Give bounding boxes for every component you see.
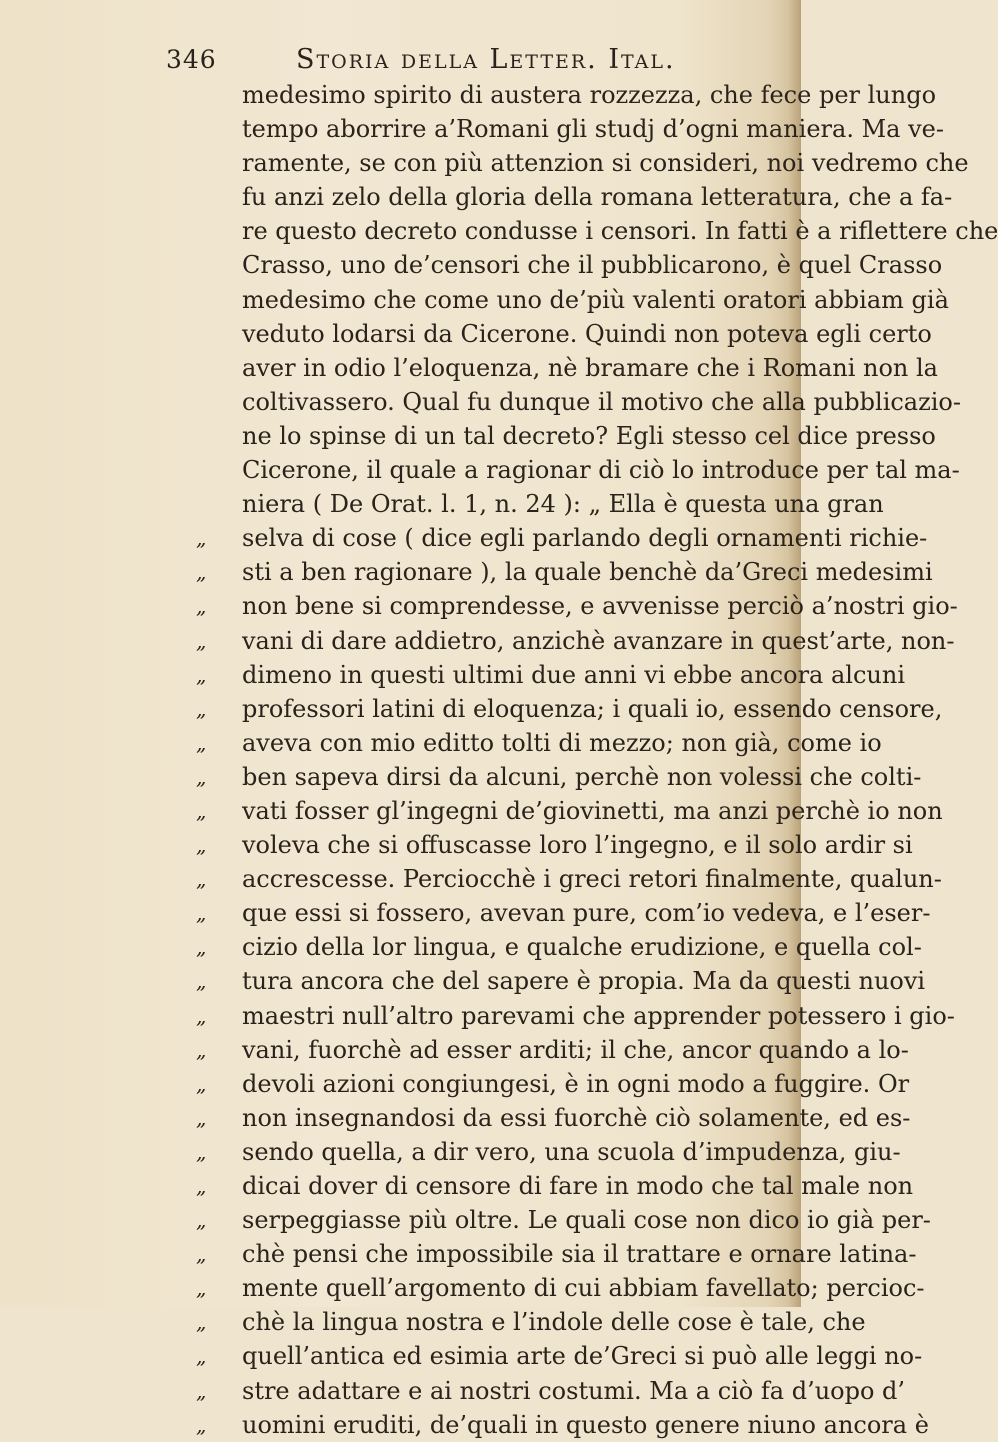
line-text: dicai dover di censore di fare in modo che tal male non (242, 1172, 914, 1200)
line-text: stre adattare e ai nostri costumi. Ma a ciò fa d’uopo d’ (242, 1376, 906, 1405)
line-text: medesimo che come uno de’più valenti oratori abbiam già (242, 285, 949, 314)
line-text: cizio della lor lingua, e qualche erudizione, e quella col- (242, 933, 922, 962)
text-line (196, 589, 958, 623)
line-text: dimeno in questi ultimi due anni vi ebbe ancora alcuni (242, 660, 905, 689)
line-text: chè la lingua nostra e l’indole delle cose è tale, che (242, 1308, 866, 1337)
quotation-mark: „ (196, 833, 207, 858)
line-text: maestri null’altro parevami che apprender potessero i gio- (242, 1001, 955, 1030)
quotation-mark: „ (196, 1276, 207, 1301)
text-line (196, 1203, 931, 1237)
line-text: re questo decreto condusse i censori. In fatti è a riflettere che (242, 217, 998, 246)
quotation-mark: „ (196, 594, 207, 619)
text-line (242, 214, 998, 248)
quotation-mark: „ (196, 628, 207, 653)
quotation-mark: „ (196, 1003, 207, 1028)
line-text: fu anzi zelo della gloria della romana letteratura, che a fa- (242, 183, 953, 212)
line-text: selva di cose ( dice egli parlando degli ornamenti richie- (242, 524, 928, 553)
page-number: 346 (166, 45, 217, 74)
line-text: Crasso, uno de’censori che il pubblicarono, è quel Crasso (242, 251, 943, 280)
text-line (242, 180, 953, 214)
text-line (196, 1305, 866, 1339)
text-line (196, 930, 922, 964)
line-text: tempo aborrire a’Romani gli studj d’ogni maniera. Ma ve- (242, 115, 944, 144)
text-line (242, 78, 937, 112)
line-text: serpeggiasse più oltre. Le quali cose non dico io già per- (242, 1206, 931, 1235)
quotation-mark: „ (196, 1139, 207, 1164)
line-text: niera ( De Orat. l. 1, n. 24 ): „ Ella è questa una gran (242, 490, 884, 519)
text-line (196, 1067, 910, 1101)
quotation-mark: „ (196, 764, 207, 789)
quotation-mark: „ (196, 1310, 207, 1335)
text-line (196, 1374, 906, 1408)
quotation-mark: „ (196, 935, 207, 960)
text-line (242, 487, 884, 521)
text-line (242, 317, 932, 351)
quotation-mark: „ (196, 1071, 207, 1096)
text-line (196, 1408, 929, 1442)
text-line (242, 419, 936, 453)
line-text: uomini eruditi, de’quali in questo genere niuno ancora è (242, 1410, 929, 1439)
quotation-mark: „ (196, 560, 207, 585)
quotation-mark: „ (196, 969, 207, 994)
quotation-mark: „ (196, 1105, 207, 1130)
text-line (196, 1339, 923, 1373)
text-line (242, 351, 938, 385)
text-line (242, 453, 960, 487)
text-line (196, 862, 942, 896)
text-line (242, 112, 944, 146)
line-text: accrescesse. Perciocchè i greci retori finalmente, qualun- (242, 865, 942, 894)
text-line (196, 624, 955, 658)
running-title: Storia della Letter. Ital. (296, 44, 676, 75)
line-text: devoli azioni congiungesi, è in ogni modo a fuggire. Or (242, 1069, 910, 1098)
quotation-mark: „ (196, 1344, 207, 1369)
line-text: ben sapeva dirsi da alcuni, perchè non volessi che colti- (242, 762, 922, 791)
quotation-mark: „ (196, 730, 207, 755)
quotation-mark: „ (196, 901, 207, 926)
text-line (242, 385, 961, 419)
quotation-mark: „ (196, 1037, 207, 1062)
text-line (196, 999, 955, 1033)
line-text: medesimo spirito di austera rozzezza, che fece per lungo (242, 81, 937, 109)
quotation-mark: „ (196, 1412, 207, 1437)
line-text: Cicerone, il quale a ragionar di ciò lo introduce per tal ma- (242, 456, 960, 485)
body-text (196, 78, 998, 1442)
text-line (242, 248, 943, 282)
text-line (196, 1271, 925, 1305)
line-text: non bene si comprendesse, e avvenisse perciò a’nostri gio- (242, 592, 958, 621)
text-line (196, 692, 943, 726)
text-line (242, 146, 969, 180)
line-text: sendo quella, a dir vero, una scuola d’impudenza, giu- (242, 1137, 901, 1166)
quotation-mark: „ (196, 867, 207, 892)
text-line (196, 760, 922, 794)
text-line (196, 828, 913, 862)
quotation-mark: „ (196, 662, 207, 687)
line-text: quell’antica ed esimia arte de’Greci si può alle leggi no- (242, 1342, 923, 1371)
text-line (196, 555, 933, 589)
line-text: chè pensi che impossibile sia il trattare e ornare latina- (242, 1240, 917, 1269)
line-text: ramente, se con più attenzion si consideri, noi vedremo che (242, 149, 969, 178)
quotation-mark: „ (196, 526, 207, 551)
text-line (242, 283, 949, 317)
line-text: coltivassero. Qual fu dunque il motivo che alla pubblicazio- (242, 387, 961, 416)
line-text: ne lo spinse di un tal decreto? Egli stesso cel dice presso (242, 421, 936, 450)
line-text: non insegnandosi da essi fuorchè ciò solamente, ed es- (242, 1103, 911, 1132)
line-text: aveva con mio editto tolti di mezzo; non già, come io (242, 728, 882, 757)
line-text: aver in odio l’eloquenza, nè bramare che i Romani non la (242, 353, 938, 382)
quotation-mark: „ (196, 1242, 207, 1267)
quotation-mark: „ (196, 696, 207, 721)
line-text: voleva che si offuscasse loro l’ingegno, e il solo ardir si (242, 831, 913, 860)
text-line (196, 658, 905, 692)
text-line (196, 1033, 909, 1067)
line-text: tura ancora che del sapere è propia. Ma da questi nuovi (242, 967, 926, 996)
quotation-mark: „ (196, 1208, 207, 1233)
text-line (196, 521, 928, 555)
line-text: vani di dare addietro, anzichè avanzare in quest’arte, non- (242, 626, 955, 655)
line-text: professori latini di eloquenza; i quali io, essendo censore, (242, 694, 943, 723)
text-line (196, 726, 882, 760)
text-line (196, 1237, 917, 1271)
line-text: vani, fuorchè ad esser arditi; il che, ancor quando a lo- (242, 1035, 909, 1064)
text-line (196, 794, 943, 828)
text-line (196, 1101, 911, 1135)
text-line (196, 896, 931, 930)
text-line (196, 964, 926, 998)
line-text: sti a ben ragionare ), la quale benchè da’Greci medesimi (242, 558, 933, 587)
line-text: que essi si fossero, avevan pure, com’io vedeva, e l’eser- (242, 899, 931, 928)
line-text: veduto lodarsi da Cicerone. Quindi non poteva egli certo (242, 319, 932, 348)
text-line (196, 1135, 901, 1169)
quotation-mark: „ (196, 798, 207, 823)
quotation-mark: „ (196, 1174, 207, 1198)
line-text: mente quell’argomento di cui abbiam favellato; percioc- (242, 1274, 925, 1303)
line-text: vati fosser gl’ingegni de’giovinetti, ma anzi perchè io non (242, 796, 943, 825)
text-line (196, 1169, 914, 1203)
quotation-mark: „ (196, 1378, 207, 1403)
